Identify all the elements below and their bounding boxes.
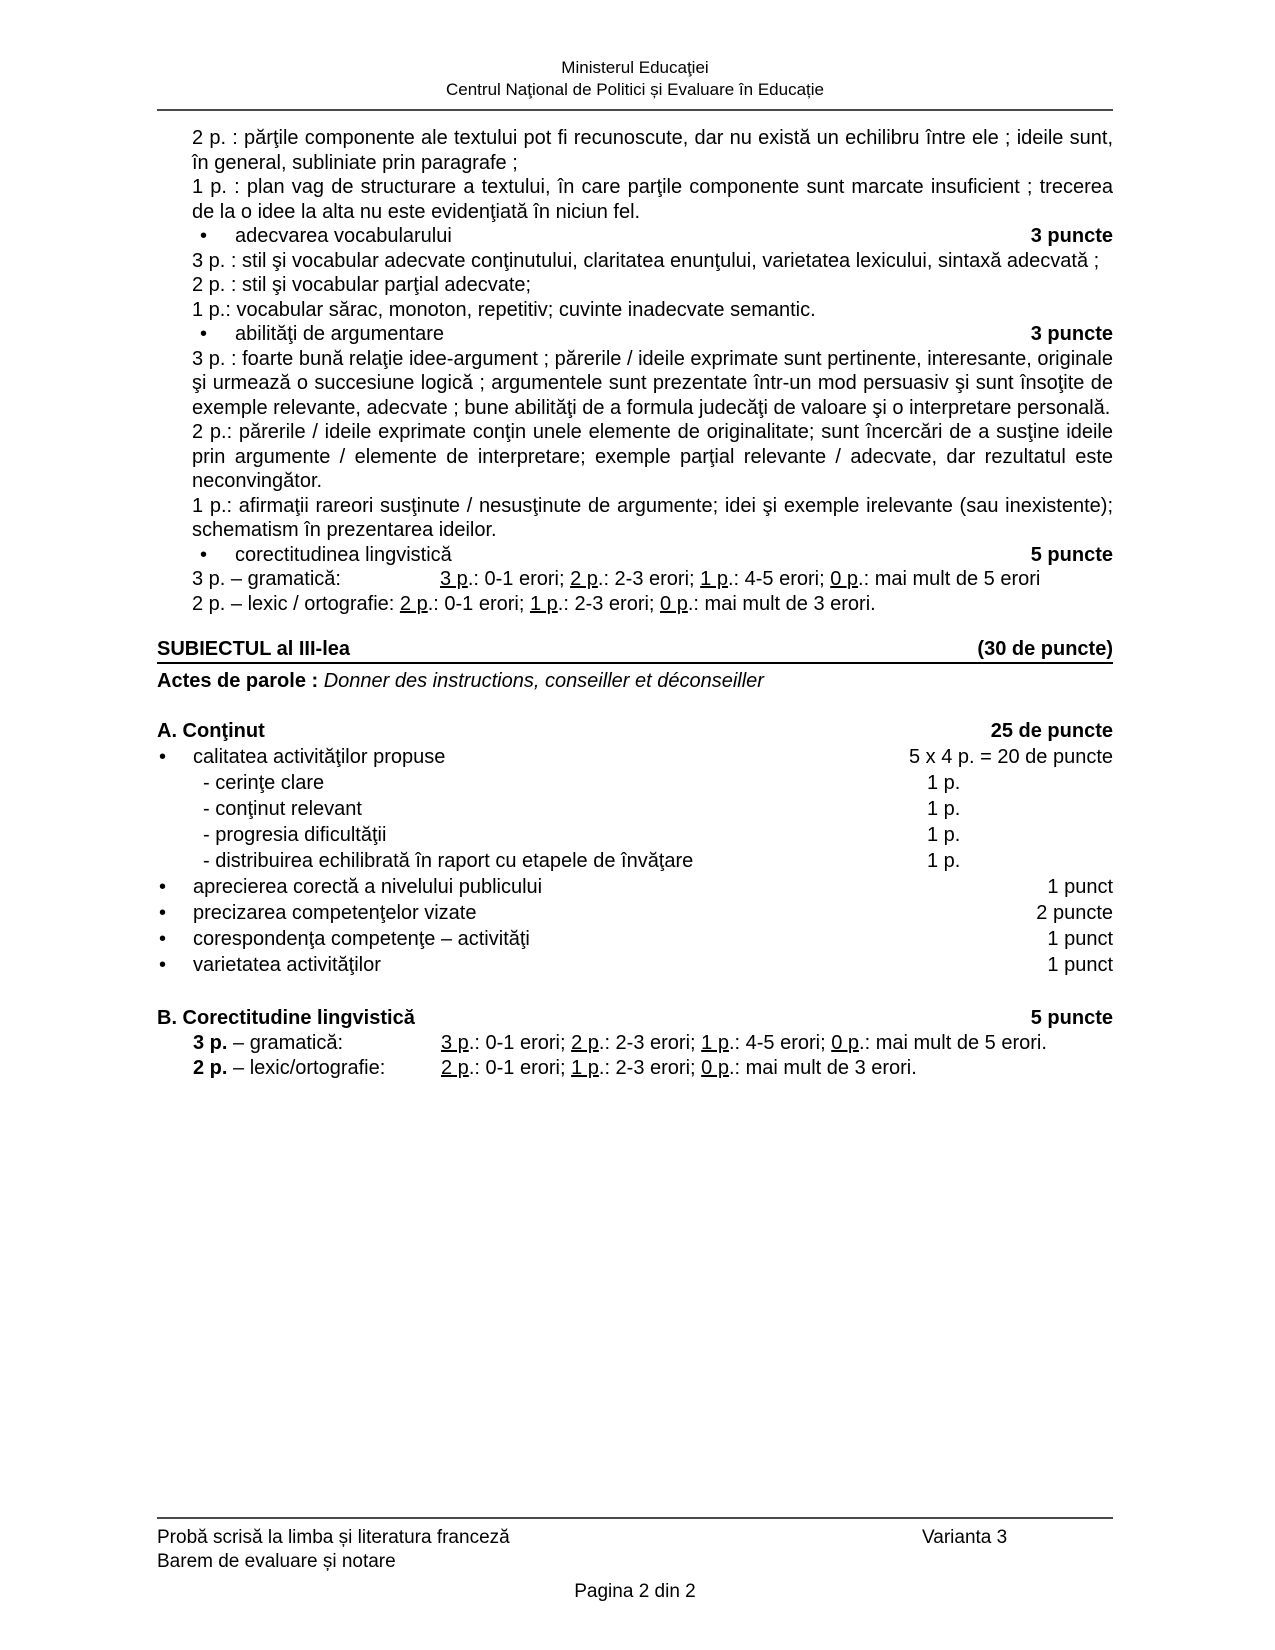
scale-token: 2 p [441,1057,469,1079]
label-text: – gramatică: [227,1032,344,1054]
criterion-vocabulary-label: adecvarea vocabularului [235,225,452,247]
subitem-label: - cerinţe clare [203,772,325,794]
scale-token: 2 p [399,592,428,615]
criterion-argumentation-row [192,322,1113,347]
subitem-row [157,822,1113,848]
scale-text: .: 0-1 erori; [467,568,571,590]
footer-page-number: Pagina 2 din 2 [574,1581,696,1602]
subitem-points: 1 p. [927,824,961,846]
actes-de-parole-line [157,669,1113,693]
subitem-points: 1 p. [927,798,961,820]
arg-1p-paragraph: 1 p.: afirmaţii rareori susţinute / nesusţinute de argumente; idei şi exemple irelevante (sau inexistente); schematism în prezentarea ideilor. [192,494,1113,541]
subject3-heading [157,638,1113,664]
footer-barem: Barem de evaluare și notare [157,1551,396,1572]
scale-text: .: mai mult de 3 erori. [728,1057,917,1079]
header-ministry: Ministerul Educaţiei [561,58,709,77]
scale-token: 0 p [830,568,859,590]
scale-token: 3 p [440,568,468,590]
sectionB-heading [157,1005,1113,1031]
scale-token: 0 p [831,1032,860,1054]
bullet-marker: • [159,902,167,924]
quality-label: calitatea activităţilor propuse [193,746,446,768]
scale-text: .: 2-3 erori; [597,568,701,590]
structure-1p-paragraph: 1 p. : plan vag de structurare a textului, în care parţile componente sunt marcate insuficient ; trecerea de la o idee la alta nu este evidenţiată în niciun fel. [192,176,1113,223]
criterion-vocabulary-points: 3 puncte [1030,225,1113,247]
criteriaA-row [157,952,1113,978]
scale-token: 3 p [441,1032,469,1054]
sectionB-grammar-label [193,1031,441,1056]
sectionB-points: 5 puncte [1030,1007,1113,1029]
scale-text: .: 2-3 erori; [598,1057,702,1079]
subject2-scoring-block [192,126,1113,616]
subitem-row [157,848,1113,874]
structure-2p-paragraph: 2 p. : părţile componente ale textului pot fi recunoscute, dar nu există un echilibru între ele ; ideile sunt, în general, subliniate prin paragrafe ; [192,127,1113,174]
criteriaA-points: 1 punct [1047,954,1113,976]
criteriaA-points: 1 punct [1047,876,1113,898]
criterion-linguistic-points: 5 puncte [1030,543,1113,566]
scale-token: 1 p [700,568,728,590]
criterion-argumentation-label: abilităţi de argumentare [235,323,445,345]
points-lead: 2 p. [193,1057,228,1079]
vocab-1p-paragraph: 1 p.: vocabular sărac, monoton, repetitiv; cuvinte inadecvate semantic. [192,298,816,321]
scale-token: 1 p [529,592,558,615]
sectionB-lexis-line [193,1056,1113,1081]
criteriaA-row [157,926,1113,952]
criteriaA-label: precizarea competenţelor vizate [193,902,477,924]
vocab-2p-paragraph: 2 p. : stil şi vocabular parţial adecvate; [192,274,532,296]
vocab-3p-paragraph: 3 p. : stil şi vocabular adecvate conţinutului, claritatea enunţului, varietatea lexicului, sintaxă adecvată ; [192,249,1100,272]
points-lead: 3 p. [193,1032,228,1054]
criterion-argumentation-points: 3 puncte [1030,323,1113,345]
subitem-label: - conţinut relevant [203,798,362,820]
criteriaA-label: varietatea activităţilor [193,954,381,976]
bullet-marker: • [159,928,167,950]
criteriaA-label: aprecierea corectă a nivelului publicului [193,876,543,898]
sectionB-title: B. Corectitudine lingvistică [157,1007,415,1029]
scale-text: .: mai mult de 5 erori [858,568,1041,590]
scale-token: 2 p [570,568,598,590]
footer-exam-title: Probă scrisă la limba și literatura franceză [157,1527,510,1548]
scale-text: .: 2-3 erori; [557,592,661,615]
quality-points: 5 x 4 p. = 20 de puncte [908,746,1113,768]
scale-token: 0 p [660,592,688,615]
arg-3p-paragraph: 3 p. : foarte bună relaţie idee-argument ; părerile / ideile exprimate sunt pertinente, interesante, originale şi urmează o succesiune logică ; argumentele sunt prezentate într-un mod persuasiv şi sunt însoţite de exemple relevante, adecvate ; bune abilităţi de a formula judecăţi de valoare şi o interpretare personală. [192,347,1113,419]
bullet-marker: • [200,323,208,345]
subitem-points: 1 p. [927,850,961,872]
subject3-title: SUBIECTUL al III-lea [157,638,351,660]
bullet-marker: • [200,225,208,247]
scale-token: 0 p [701,1057,729,1079]
subitem-row [157,770,1113,796]
lexis-scale-line [192,592,1113,617]
actes-label: Actes de parole : [157,670,324,692]
scale-token: 1 p [571,1057,599,1079]
scale-text: .: 0-1 erori; [468,1057,572,1079]
sectionA-points: 25 de puncte [990,720,1113,742]
sectionB-lexis-label [193,1056,441,1081]
bullet-marker: • [159,876,167,898]
scale-text: .: mai mult de 3 erori. [687,592,876,615]
actes-value: Donner des instructions, conseiller et déconseiller [323,670,764,692]
subitem-label: - distribuirea echilibrată în raport cu etapele de învăţare [203,850,694,872]
header-center: Centrul Naţional de Politici și Evaluare în Educație [446,80,824,99]
page-footer [157,1517,1113,1604]
grammar-scale-line [192,567,1113,592]
scale-text: .: 4-5 erori; [728,1032,832,1054]
criterion-linguistic-label: corectitudinea lingvistică [235,543,452,566]
scale-token: 1 p [701,1032,729,1054]
scale-token: 2 p [571,1032,599,1054]
bullet-marker: • [159,954,167,976]
criteriaA-row [157,900,1113,926]
arg-2p-paragraph: 2 p.: părerile / ideile exprimate conţin unele elemente de originalitate; sunt încercări de a susţine ideile prin argumente / elemente de interpretare; exemple parţial relevante / adecvate, dar rezultatul este neconvingător. [192,421,1113,492]
subitem-row [157,796,1113,822]
bullet-marker: • [200,543,208,566]
page-content [157,0,1113,1081]
label-text: – lexic/ortografie: [227,1057,386,1079]
quality-row [157,744,1113,770]
scale-text: .: 0-1 erori; [468,1032,572,1054]
subject3-points: (30 de puncte) [977,638,1113,660]
criterion-vocabulary-row [192,224,1113,249]
sectionA-title: A. Conţinut [157,720,265,742]
bullet-marker: • [159,746,167,768]
scale-text: .: 2-3 erori; [598,1032,702,1054]
subitem-label: - progresia dificultăţii [203,824,387,846]
sectionB-grammar-line [193,1031,1113,1056]
criteriaA-points: 1 punct [1047,928,1113,950]
scale-text: .: mai mult de 5 erori. [859,1032,1047,1054]
lexis-scale-label: 2 p. – lexic / ortografie: [192,592,400,615]
header-rule [157,109,1113,111]
criteriaA-points: 2 puncte [1036,902,1113,924]
criteriaA-row [157,874,1113,900]
sectionA-heading [157,718,1113,744]
subitem-points: 1 p. [927,772,961,794]
footer-variant: Varianta 3 [922,1527,1008,1548]
document-header [157,0,1113,101]
grammar-scale-label: 3 p. – gramatică: [192,568,341,590]
footer-row [157,1519,1113,1574]
criteriaA-label: corespondenţa competenţe – activităţi [193,928,530,950]
criterion-linguistic-row [192,543,1113,568]
scale-text: .: 4-5 erori; [727,568,831,590]
scale-text: .: 0-1 erori; [427,592,530,615]
